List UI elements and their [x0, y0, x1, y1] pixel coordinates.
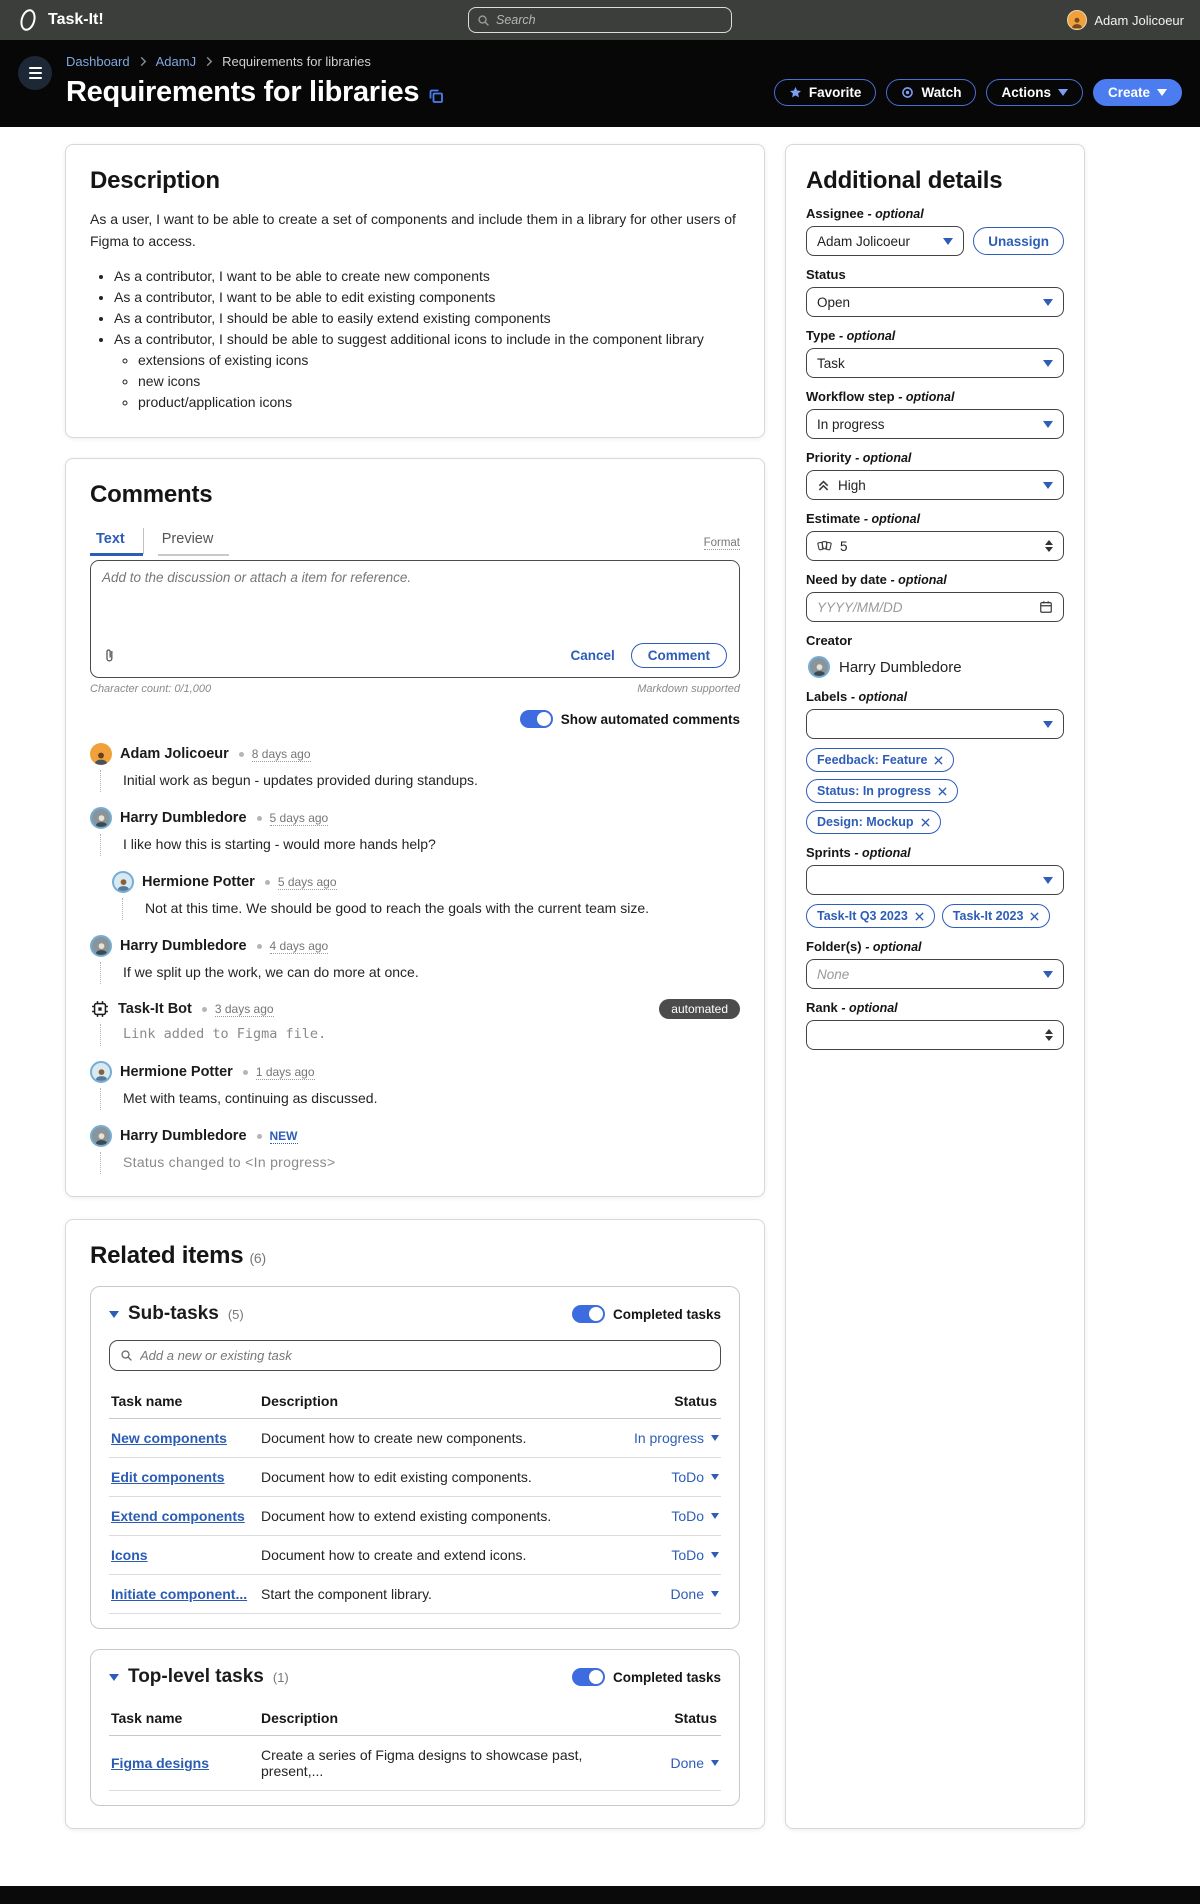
need-by-date-input[interactable]: [817, 600, 1031, 615]
app-logo-icon: [16, 8, 40, 32]
show-automated-toggle[interactable]: [520, 710, 553, 728]
creator-label: Creator: [806, 633, 853, 648]
column-header-description: Description: [261, 1710, 339, 1727]
comment-body: Initial work as begun - updates provided during standups.: [100, 770, 740, 792]
status-dropdown[interactable]: Done: [594, 1755, 719, 1771]
add-task-search[interactable]: [109, 1340, 721, 1371]
column-header-status: Status: [674, 1710, 717, 1727]
task-link[interactable]: Figma designs: [111, 1755, 210, 1772]
comment-submit-button[interactable]: Comment: [631, 643, 727, 668]
priority-high-icon: [817, 479, 830, 492]
app-name: Task-It!: [48, 11, 104, 28]
comment-reply-item: [112, 871, 740, 920]
avatar: [90, 807, 112, 829]
avatar: [90, 743, 112, 765]
copy-icon[interactable]: [428, 88, 444, 104]
label-pills: [806, 748, 1064, 834]
description-sub-bullet: ◦ product/application icons: [138, 394, 740, 410]
user-name: Adam Jolicoeur: [1094, 12, 1184, 28]
avatar: [90, 1061, 112, 1083]
favorite-button[interactable]: Favorite: [774, 79, 877, 106]
comment-timestamp[interactable]: 5 days ago: [277, 874, 337, 889]
related-items-card: [65, 1219, 765, 1829]
remove-icon: [1030, 912, 1039, 921]
status-dropdown[interactable]: In progress: [594, 1430, 719, 1446]
toplevel-tasks-count: (1): [272, 1669, 289, 1685]
sprint-pills: [806, 904, 1064, 928]
tab-text[interactable]: Text: [90, 525, 143, 556]
comment-body: Not at this time. We should be good to reach the goals with the current team size.: [122, 898, 740, 920]
character-count: Character count: 0/1,000: [90, 683, 212, 696]
column-header-status: Status: [674, 1393, 717, 1410]
sprint-pill[interactable]: Task-It Q3 2023: [806, 904, 935, 928]
subtasks-section: [90, 1286, 740, 1629]
rank-stepper[interactable]: [806, 1020, 1064, 1050]
table-row: New components Document how to create new components. In progress: [109, 1419, 721, 1458]
workflow-step-select[interactable]: In progress: [806, 409, 1064, 439]
type-label: Type: [806, 328, 836, 343]
table-row: Figma designs Create a series of Figma designs to showcase past, present,... Done: [109, 1736, 721, 1791]
comment-author[interactable]: Hermione Potter: [142, 874, 255, 891]
chevron-down-icon: [711, 1760, 719, 1766]
task-link[interactable]: Extend components: [111, 1508, 245, 1525]
comment-timestamp[interactable]: 8 days ago: [251, 746, 311, 761]
bot-chip-icon: [90, 999, 110, 1019]
comment-input[interactable]: [91, 561, 739, 637]
description-list: [114, 268, 740, 410]
chevron-down-icon: [711, 1513, 719, 1519]
dot-separator: [257, 816, 262, 821]
stepper-arrows-icon[interactable]: [1045, 1029, 1053, 1041]
sprint-pill[interactable]: Task-It 2023: [942, 904, 1051, 928]
toplevel-tasks-section: [90, 1649, 740, 1806]
dot-separator: [243, 1070, 248, 1075]
remove-icon: [915, 912, 924, 921]
breadcrumb-link-adamj[interactable]: AdamJ: [155, 54, 197, 69]
comment-author[interactable]: Task-It Bot: [118, 1001, 192, 1018]
comment-item: [90, 1061, 740, 1110]
description-intro: As a user, I want to be able to create a set of components and include them in a library for other users of Figma to access.: [90, 211, 736, 249]
breadcrumb-link-dashboard[interactable]: Dashboard: [66, 54, 130, 69]
page-footer: [0, 1886, 1200, 1904]
add-task-input[interactable]: [140, 1348, 710, 1363]
attachment-icon[interactable]: [103, 647, 116, 664]
top-bar: [0, 0, 1200, 40]
comment-body: Link added to Figma file.: [100, 1024, 740, 1046]
description-sub-bullet: ◦ extensions of existing icons: [138, 352, 740, 368]
column-header-name: Task name: [111, 1710, 183, 1727]
stepper-arrows-icon[interactable]: [1045, 540, 1053, 552]
user-menu[interactable]: [1067, 10, 1184, 30]
actions-button[interactable]: Actions: [986, 79, 1083, 106]
sprints-label: Sprints: [806, 845, 851, 860]
automated-badge: automated: [659, 999, 740, 1019]
chevron-down-icon: [1043, 360, 1053, 367]
chevron-down-icon: [1043, 421, 1053, 428]
watch-icon: [901, 86, 914, 99]
chevron-down-icon: [1043, 482, 1053, 489]
status-label: Status: [806, 267, 846, 282]
comment-body: Met with teams, continuing as discussed.: [100, 1088, 740, 1110]
task-link[interactable]: New components: [111, 1430, 227, 1447]
status-select[interactable]: Open: [806, 287, 1064, 317]
assignee-label: Assignee: [806, 206, 864, 221]
calendar-icon[interactable]: [1039, 600, 1053, 614]
description-bullet: • As a contributor, I want to be able to create new components: [114, 268, 740, 284]
task-link[interactable]: Initiate component...: [111, 1586, 248, 1603]
unassign-button[interactable]: Unassign: [973, 227, 1064, 255]
creator-name: Harry Dumbledore: [839, 658, 962, 676]
status-dropdown[interactable]: ToDo: [594, 1508, 719, 1524]
folders-select[interactable]: None: [806, 959, 1064, 989]
comment-timestamp[interactable]: 5 days ago: [269, 810, 329, 825]
completed-tasks-toggle[interactable]: [572, 1305, 605, 1323]
assignee-select[interactable]: Adam Jolicoeur: [806, 226, 964, 256]
need-by-date-label: Need by date: [806, 572, 887, 587]
app-brand[interactable]: [16, 8, 104, 32]
comment-author[interactable]: Adam Jolicoeur: [120, 746, 229, 763]
subtasks-table: [109, 1386, 721, 1614]
completed-tasks-toggle[interactable]: [572, 1668, 605, 1686]
table-row: Edit components Document how to edit existing components. ToDo: [109, 1458, 721, 1497]
column-header-description: Description: [261, 1393, 339, 1410]
avatar: [90, 1125, 112, 1147]
status-dropdown[interactable]: Done: [594, 1586, 719, 1602]
tab-preview[interactable]: Preview: [158, 525, 230, 556]
labels-select[interactable]: [806, 709, 1064, 739]
dot-separator: [202, 1007, 207, 1012]
folders-label: Folder(s): [806, 939, 862, 954]
chevron-down-icon: [943, 238, 953, 245]
type-select[interactable]: Task: [806, 348, 1064, 378]
description-sub-bullet: ◦ new icons: [138, 373, 740, 389]
comment-editor: [90, 560, 740, 678]
chevron-down-icon: [1043, 721, 1053, 728]
toplevel-tasks-table: [109, 1703, 721, 1791]
workflow-step-label: Workflow step: [806, 389, 895, 404]
status-dropdown[interactable]: ToDo: [594, 1547, 719, 1563]
collapse-icon[interactable]: [109, 1311, 119, 1318]
table-row: Icons Document how to create and extend icons. ToDo: [109, 1536, 721, 1575]
chevron-down-icon: [1043, 299, 1053, 306]
comment-author[interactable]: Harry Dumbledore: [120, 938, 247, 955]
breadcrumb-current: Requirements for libraries: [222, 54, 371, 69]
chevron-down-icon: [1058, 89, 1068, 96]
chevron-right-icon: [139, 56, 147, 67]
comment-item: [90, 807, 740, 856]
need-by-date-field[interactable]: [806, 592, 1064, 622]
status-dropdown[interactable]: ToDo: [594, 1469, 719, 1485]
comment-author[interactable]: Harry Dumbledore: [120, 810, 247, 827]
comment-item-automated: [90, 999, 740, 1046]
estimate-label: Estimate: [806, 511, 861, 526]
comment-editor-tabs: [90, 525, 740, 556]
chevron-down-icon: [1043, 877, 1053, 884]
comment-body: I like how this is starting - would more hands help?: [100, 834, 740, 856]
creator-row: [808, 656, 1064, 678]
table-row: Extend components Document how to extend existing components. ToDo: [109, 1497, 721, 1536]
description-bullet: • As a contributor, I want to be able to edit existing components: [114, 289, 740, 305]
search-input[interactable]: [496, 13, 723, 27]
estimate-cards-icon: [817, 539, 832, 553]
chevron-down-icon: [1043, 971, 1053, 978]
comment-timestamp[interactable]: 1 days ago: [255, 1064, 315, 1079]
additional-details-title: Additional details: [806, 167, 1003, 194]
cancel-button[interactable]: Cancel: [570, 648, 615, 664]
comment-author[interactable]: Harry Dumbledore: [120, 1128, 247, 1145]
avatar: [808, 656, 830, 678]
subtasks-title: Sub-tasks: [128, 1303, 219, 1325]
priority-label: Priority: [806, 450, 852, 465]
comment-body: Status changed to <In progress>: [100, 1152, 740, 1174]
comments-title: Comments: [90, 481, 213, 509]
comment-item: [90, 1125, 740, 1174]
column-header-name: Task name: [111, 1393, 183, 1410]
estimate-stepper[interactable]: 5: [806, 531, 1064, 561]
subtasks-count: (5): [227, 1306, 244, 1322]
chevron-down-icon: [711, 1552, 719, 1558]
remove-icon: [934, 756, 943, 765]
watch-button[interactable]: Watch: [886, 79, 976, 106]
dot-separator: [265, 880, 270, 885]
description-card: [65, 144, 765, 438]
chevron-down-icon: [711, 1474, 719, 1480]
chevron-down-icon: [711, 1591, 719, 1597]
dot-separator: [257, 944, 262, 949]
comments-card: [65, 458, 765, 1197]
sprints-select[interactable]: [806, 865, 1064, 895]
label-pill[interactable]: Feedback: Feature: [806, 748, 954, 772]
search-icon: [120, 1349, 133, 1362]
rank-label: Rank: [806, 1000, 838, 1015]
completed-tasks-label: Completed tasks: [612, 1306, 721, 1322]
table-row: Initiate component... Start the component library. Done: [109, 1575, 721, 1614]
tab-divider: [143, 528, 144, 554]
format-link[interactable]: Format: [703, 537, 740, 550]
dot-separator: [257, 1134, 262, 1139]
related-items-title: Related items (6): [90, 1242, 266, 1270]
toplevel-tasks-title: Top-level tasks: [128, 1666, 264, 1688]
comment-author[interactable]: Hermione Potter: [120, 1064, 233, 1081]
description-bullet: • As a contributor, I should be able to suggest additional icons to include in the component library ◦ extensions of existing icons ◦ new icons ◦ product/application icons: [114, 331, 740, 410]
search-icon: [477, 14, 490, 27]
labels-label: Labels: [806, 689, 848, 704]
show-automated-label: Show automated comments: [560, 711, 740, 727]
label-pill[interactable]: Status: In progress: [806, 779, 958, 803]
task-link[interactable]: Icons: [111, 1547, 148, 1564]
remove-icon: [938, 787, 947, 796]
comment-item: [90, 935, 740, 984]
dot-separator: [239, 752, 244, 757]
chevron-down-icon: [1157, 89, 1167, 96]
additional-details-panel: Additional details Assignee - optional Adam Jolicoeur Unassign Status Open Type - optional Task Workflow step - optional In progress Priority - optional High Estimate - optional 5 Need by date - optional YYYY/MM/DD Creator Harry Dumbledore Labels - optional Feedback: Feature Status: In progress Design: Mockup Sprints - optional Task-It Q3 2023 Task-It 2023 Folder(s) - optional None Rank - optional: [785, 144, 1085, 1829]
star-icon: [789, 86, 802, 99]
comment-item: [90, 743, 740, 792]
global-search[interactable]: [468, 7, 732, 33]
description-bullet: • As a contributor, I should be able to easily extend existing components: [114, 310, 740, 326]
page-header: [0, 40, 1200, 127]
comment-body: If we split up the work, we can do more at once.: [100, 962, 740, 984]
remove-icon: [921, 818, 930, 827]
related-items-count: (6): [249, 1250, 266, 1267]
comment-timestamp[interactable]: 4 days ago: [269, 938, 329, 953]
new-comment-flag[interactable]: NEW: [269, 1128, 298, 1143]
create-button[interactable]: Create: [1093, 79, 1182, 106]
avatar: [1067, 10, 1087, 30]
task-link[interactable]: Edit components: [111, 1469, 225, 1486]
breadcrumb: [66, 52, 1182, 69]
markdown-note: Markdown supported: [637, 683, 740, 696]
comment-timestamp[interactable]: 3 days ago: [214, 1001, 274, 1016]
chevron-right-icon: [205, 56, 213, 67]
avatar: [112, 871, 134, 893]
collapse-icon[interactable]: [109, 1674, 119, 1681]
page-title: Requirements for libraries: [66, 76, 420, 108]
avatar: [90, 935, 112, 957]
label-pill[interactable]: Design: Mockup: [806, 810, 941, 834]
menu-button[interactable]: [18, 56, 52, 90]
description-title: Description: [90, 167, 220, 194]
completed-tasks-label: Completed tasks: [612, 1669, 721, 1685]
priority-select[interactable]: High: [806, 470, 1064, 500]
chevron-down-icon: [711, 1435, 719, 1441]
